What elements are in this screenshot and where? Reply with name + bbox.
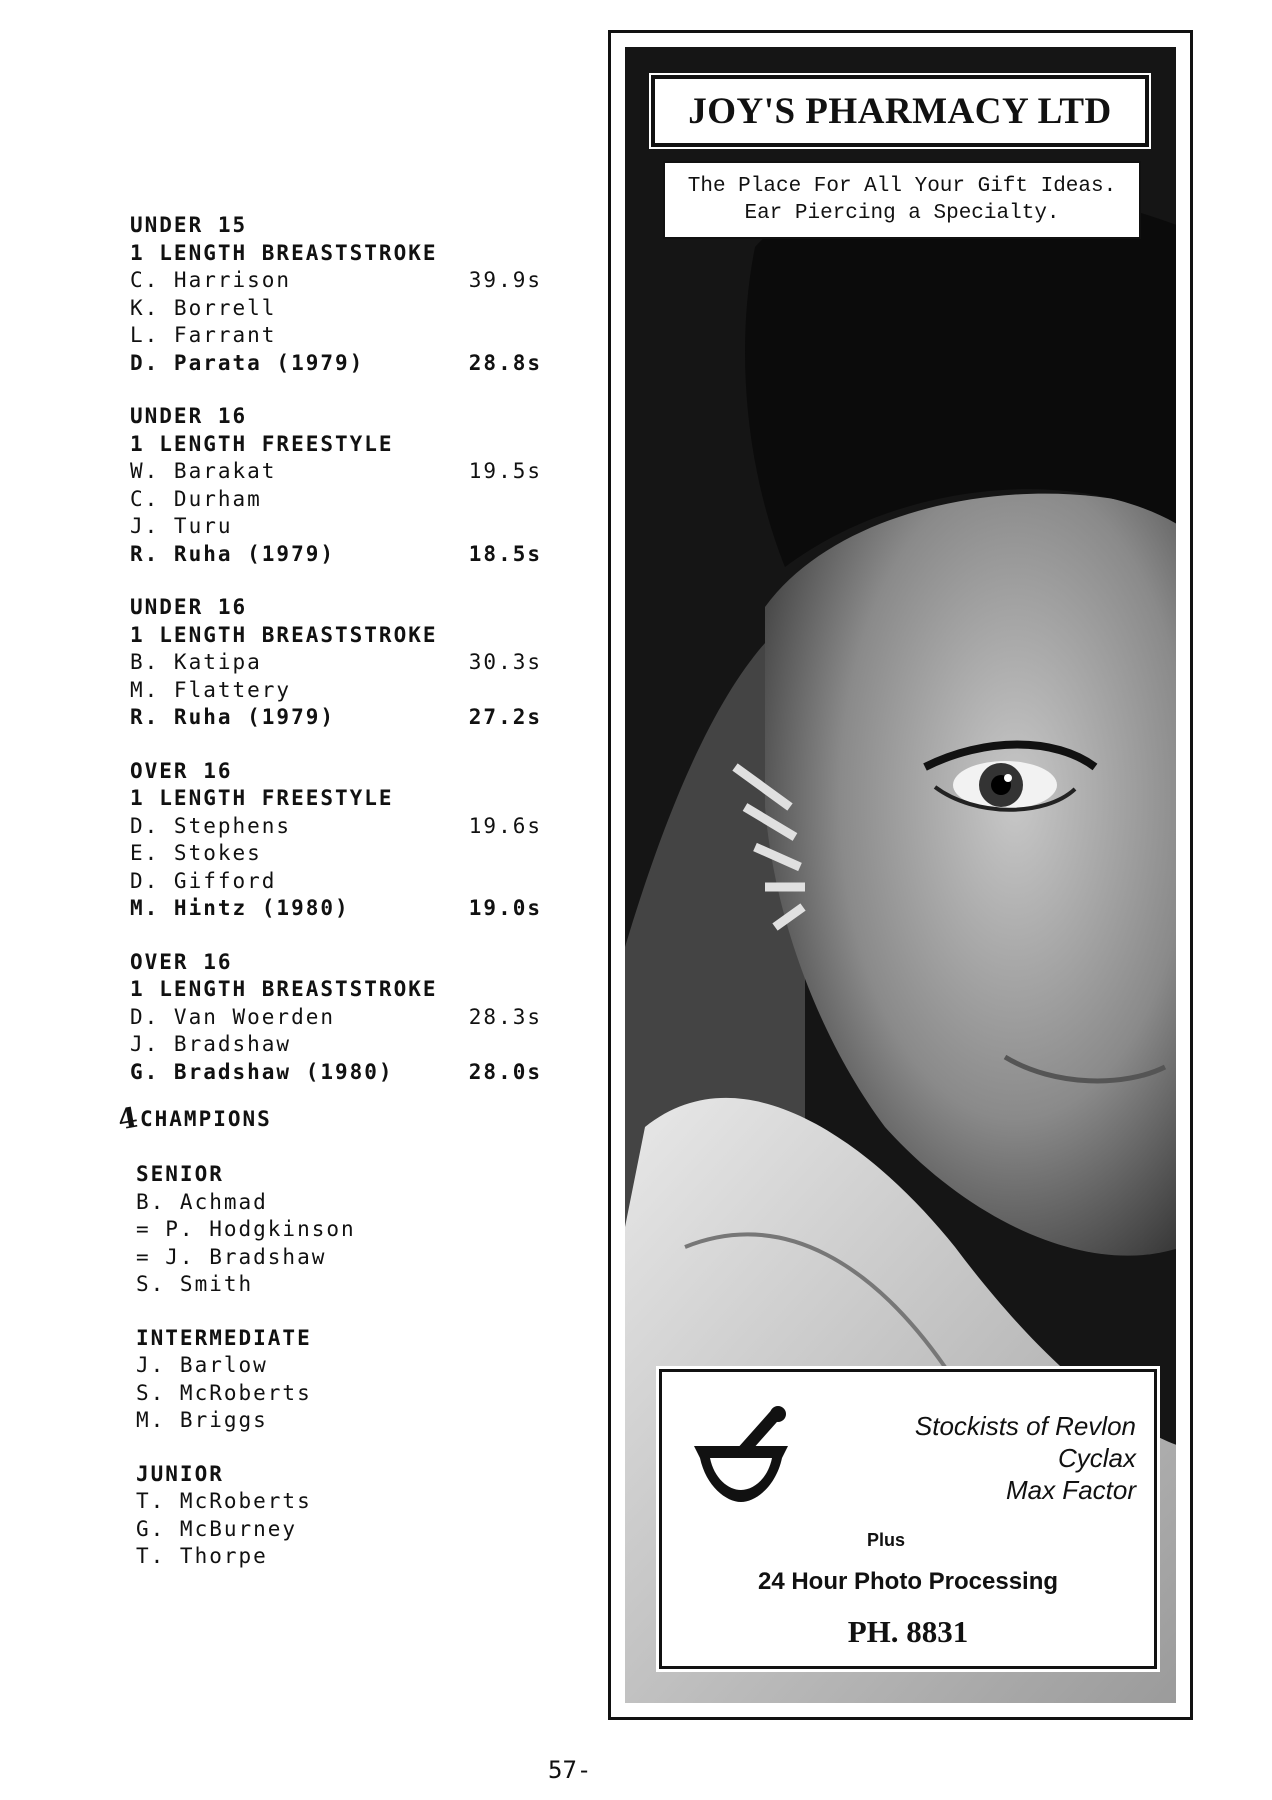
champion-name: T. McRoberts xyxy=(136,1489,312,1513)
result-row xyxy=(130,1004,542,1032)
record-row xyxy=(130,1059,542,1087)
champion-name: J. Barlow xyxy=(136,1353,268,1377)
event-block xyxy=(130,403,550,568)
swimmer-name: J. Turu xyxy=(130,514,233,538)
swimmer-name: B. Katipa xyxy=(130,650,262,674)
result-row xyxy=(130,868,542,896)
event-heading: 1 LENGTH BREASTSTROKE xyxy=(130,622,438,647)
swimmer-name: D. Stephens xyxy=(130,813,292,838)
swim-time: 19.6s xyxy=(468,813,542,838)
record-holder: R. Ruha (1979) xyxy=(130,705,336,729)
record-time: 28.8s xyxy=(468,350,542,375)
event-heading: 1 LENGTH BREASTSTROKE xyxy=(130,977,438,1001)
champions-section xyxy=(115,1100,356,1571)
result-row xyxy=(130,458,542,486)
stockists-text: Stockists of Revlon Cyclax Max Factor xyxy=(914,1411,1136,1505)
swimmer-name: K. Borrell xyxy=(130,295,277,320)
pharmacy-info-box xyxy=(659,1369,1157,1669)
photo-processing-text: 24 Hour Photo Processing xyxy=(757,1568,1059,1595)
result-row xyxy=(130,295,542,323)
champion-group-heading: INTERMEDIATE xyxy=(136,1325,312,1350)
champion-group-heading: SENIOR xyxy=(136,1162,224,1186)
mortar-and-pestle-icon xyxy=(686,1406,796,1516)
swimmer-name: D. Van Woerden xyxy=(130,1004,336,1029)
pharmacy-tagline: The Place For All Your Gift Ideas. Ear Piercing a Specialty. xyxy=(663,161,1141,239)
champion-name: B. Achmad xyxy=(136,1189,268,1214)
phone-number: PH. 8831 xyxy=(847,1614,969,1649)
record-holder: R. Ruha (1979) xyxy=(130,541,336,566)
age-group-heading: UNDER 16 xyxy=(130,595,248,619)
result-row xyxy=(130,267,542,295)
champion-name: T. Thorpe xyxy=(136,1544,268,1568)
result-row xyxy=(130,486,542,514)
swimmer-name: D. Gifford xyxy=(130,868,277,893)
result-row xyxy=(130,649,542,677)
pharmacy-advertisement xyxy=(608,30,1193,1720)
result-row xyxy=(130,1031,542,1059)
record-row xyxy=(130,350,542,378)
page-number: 57- xyxy=(548,1756,592,1784)
pharmacy-name: JOY'S PHARMACY LTD xyxy=(651,75,1149,147)
event-block xyxy=(130,758,550,923)
swimmer-name: C. Harrison xyxy=(130,268,292,292)
event-block xyxy=(130,212,550,377)
record-holder: M. Hintz (1980) xyxy=(130,896,350,920)
record-time: 18.5s xyxy=(468,541,542,566)
record-time: 27.2s xyxy=(468,705,542,729)
swimmer-name: E. Stokes xyxy=(130,841,262,865)
champion-group xyxy=(136,1325,356,1435)
event-heading: 1 LENGTH FREESTYLE xyxy=(130,786,394,810)
swimmer-name: M. Flattery xyxy=(130,677,292,702)
age-group-heading: UNDER 15 xyxy=(130,213,248,237)
event-block xyxy=(130,594,550,732)
result-row xyxy=(130,513,542,541)
record-holder: G. Bradshaw (1980) xyxy=(130,1059,394,1084)
champion-name: S. Smith xyxy=(136,1272,254,1296)
champion-group xyxy=(136,1461,356,1571)
record-row xyxy=(130,704,542,732)
champion-name: = P. Hodgkinson xyxy=(136,1217,356,1241)
champion-name: M. Briggs xyxy=(136,1408,268,1432)
swimmer-name: W. Barakat xyxy=(130,459,277,483)
swimmer-name: J. Bradshaw xyxy=(130,1032,292,1056)
result-row xyxy=(130,840,542,868)
age-group-heading: UNDER 16 xyxy=(130,404,248,428)
event-heading: 1 LENGTH FREESTYLE xyxy=(130,431,394,456)
champion-name: = J. Bradshaw xyxy=(136,1244,327,1269)
record-holder: D. Parata (1979) xyxy=(130,350,365,375)
event-heading: 1 LENGTH BREASTSTROKE xyxy=(130,240,438,265)
swim-time: 39.9s xyxy=(468,268,542,292)
swimming-results xyxy=(130,212,550,1112)
plus-text: Plus xyxy=(867,1530,906,1550)
record-row xyxy=(130,895,542,923)
swimmer-name: C. Durham xyxy=(130,486,262,511)
swimmer-name: L. Farrant xyxy=(130,323,277,347)
handwritten-mark: 4 xyxy=(115,1100,143,1137)
swim-time: 28.3s xyxy=(468,1004,542,1029)
result-row xyxy=(130,813,542,841)
champion-name: S. McRoberts xyxy=(136,1380,312,1405)
swim-time: 30.3s xyxy=(468,650,542,674)
champion-group-heading: JUNIOR xyxy=(136,1461,224,1486)
event-block xyxy=(130,949,550,1087)
age-group-heading: OVER 16 xyxy=(130,949,233,974)
champion-name: G. McBurney xyxy=(136,1516,298,1541)
champion-group xyxy=(136,1161,356,1299)
result-row xyxy=(130,322,542,350)
record-time: 19.0s xyxy=(468,896,542,920)
champions-title: CHAMPIONS xyxy=(140,1106,272,1131)
swim-time: 19.5s xyxy=(468,459,542,483)
age-group-heading: OVER 16 xyxy=(130,758,233,783)
result-row xyxy=(130,677,542,705)
record-time: 28.0s xyxy=(468,1059,542,1084)
record-row xyxy=(130,541,542,569)
